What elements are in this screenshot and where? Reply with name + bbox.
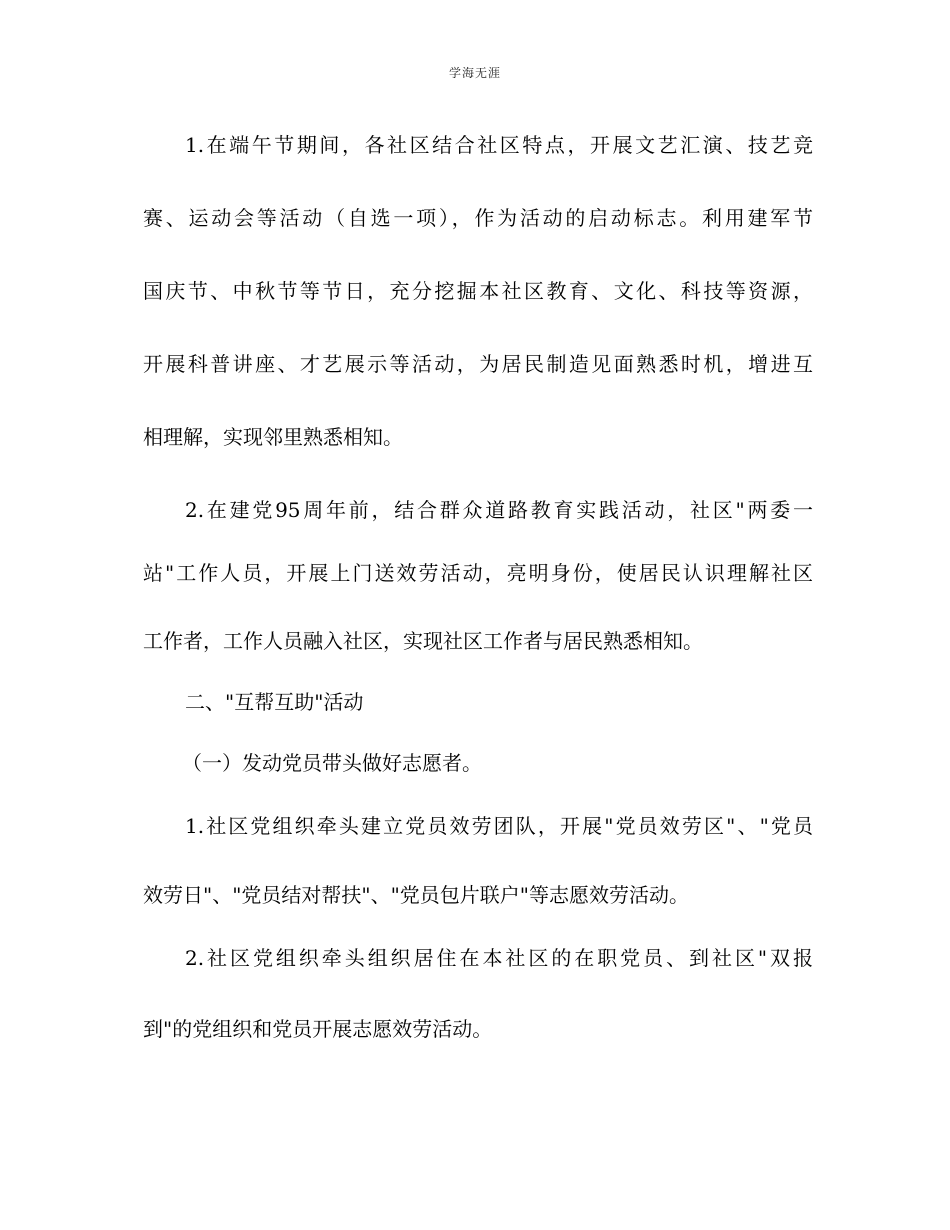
paragraph-3-line-1: 1.社区党组织牵头建立党员效劳团队，开展"党员效劳区"、"党员 [185,814,813,838]
paragraph-1-line-4: 开展科普讲座、才艺展示等活动，为居民制造见面熟悉时机，增进互 [143,352,813,376]
paragraph-1-line-5: 相理解，实现邻里熟悉相知。 [143,425,403,449]
paragraph-4-line-1: 2.社区党组织牵头组织居住在本社区的在职党员、到社区"双报 [185,946,813,970]
paragraph-2-line-2: 站"工作人员，开展上门送效劳活动，亮明身份，使居民认识理解社区 [143,561,813,585]
paragraph-1-line-1: 1.在端午节期间，各社区结合社区特点，开展文艺汇演、技艺竞 [185,133,813,157]
paragraph-3-line-2: 效劳日"、"党员结对帮扶"、"党员包片联户"等志愿效劳活动。 [143,883,689,907]
paragraph-1-line-3: 国庆节、中秋节等节日，充分挖掘本社区教育、文化、科技等资源， [143,279,813,303]
subsection-heading: （一）发动党员带头做好志愿者。 [182,751,482,775]
paragraph-4-line-2: 到"的党组织和党员开展志愿效劳活动。 [143,1017,493,1041]
paragraph-2-line-3: 工作者，工作人员融入社区，实现社区工作者与居民熟悉相知。 [143,629,703,653]
page-header: 学海无涯 [448,66,501,80]
paragraph-2-line-1: 2.在建党95周年前，结合群众道路教育实践活动，社区"两委一 [185,498,813,522]
section-heading: 二、"互帮互助"活动 [185,690,364,714]
paragraph-1-line-2: 赛、运动会等活动（自选一项），作为活动的启动标志。利用建军节 [143,206,813,230]
